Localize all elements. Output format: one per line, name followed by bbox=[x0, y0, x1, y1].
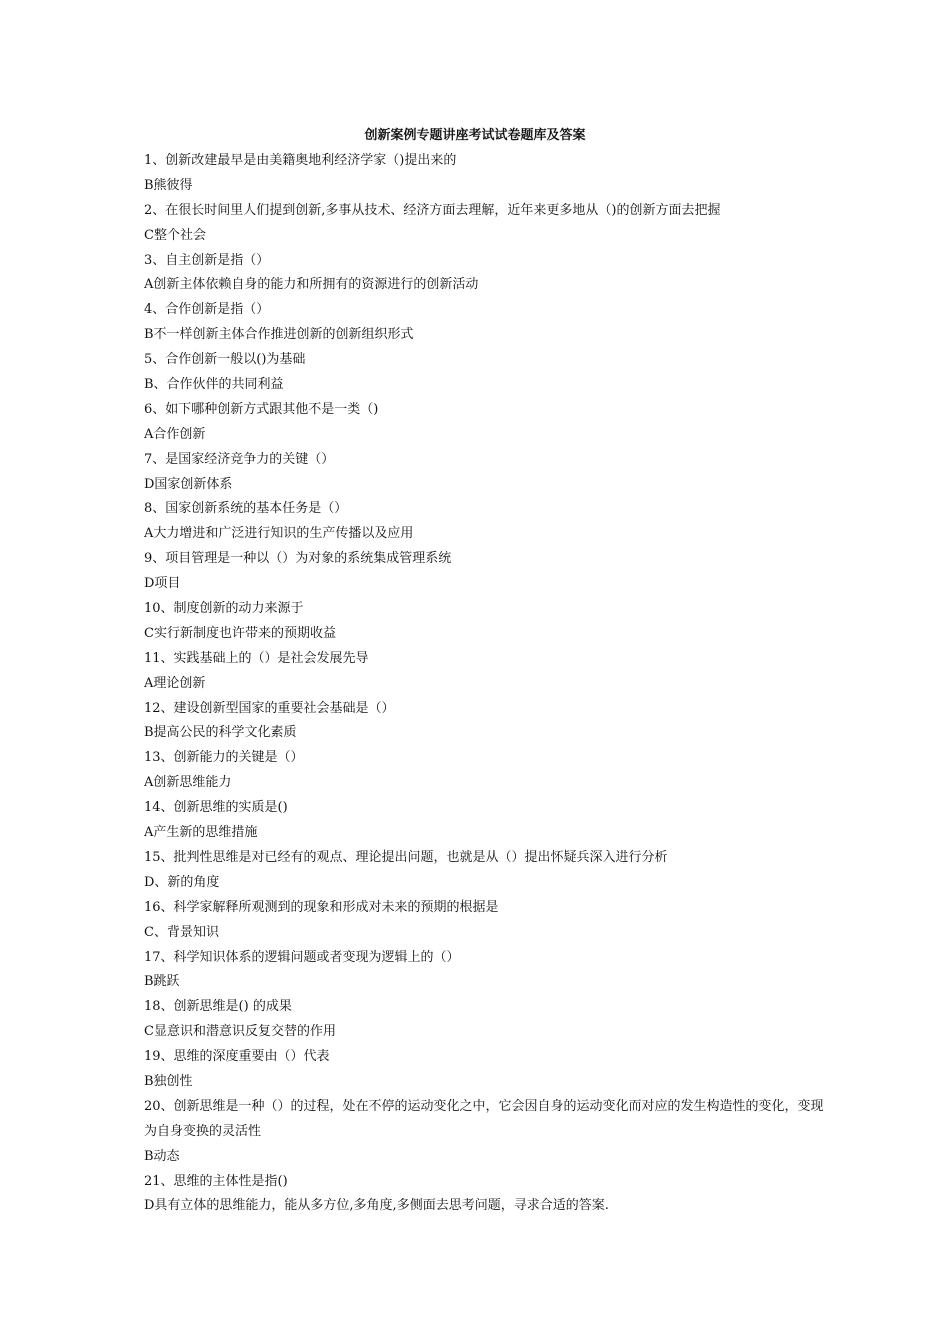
answer-line: A创新主体依赖自身的能力和所拥有的资源进行的创新活动 bbox=[144, 277, 479, 293]
question-line: 5、合作创新一般以()为基础 bbox=[144, 352, 306, 368]
answer-line: B提高公民的科学文化素质 bbox=[144, 725, 297, 741]
question-line: 8、国家创新系统的基本任务是（） bbox=[144, 501, 348, 517]
question-line: 17、科学知识体系的逻辑问题或者变现为逻辑上的（） bbox=[144, 949, 460, 965]
question-line: 18、创新思维是() 的成果 bbox=[144, 999, 292, 1015]
answer-line: C整个社会 bbox=[144, 227, 206, 243]
question-line: 2、在很长时间里人们提到创新,多事从技术、经济方面去理解，近年来更多地从（)的创新方面去把握 bbox=[144, 202, 721, 218]
question-line: 7、是国家经济竞争力的关键（） bbox=[144, 451, 335, 467]
answer-line: C显意识和潜意识反复交替的作用 bbox=[144, 1024, 336, 1040]
document-title: 创新案例专题讲座考试试卷题库及答案 bbox=[364, 128, 586, 143]
question-line: 20、创新思维是一种（）的过程，处在不停的运动变化之中，它会因自身的运动变化而对应的发生构造性的变化，变现为自身变换的灵活性 bbox=[144, 1098, 824, 1139]
answer-line: A理论创新 bbox=[144, 675, 206, 691]
question-line: 10、制度创新的动力来源于 bbox=[144, 601, 304, 617]
answer-line: B熊彼得 bbox=[144, 177, 193, 193]
answer-line: B动态 bbox=[144, 1148, 180, 1164]
answer-line: A合作创新 bbox=[144, 426, 206, 442]
question-line: 9、项目管理是一种以（）为对象的系统集成管理系统 bbox=[144, 551, 452, 567]
answer-line: D、新的角度 bbox=[144, 874, 220, 890]
answer-line: D国家创新体系 bbox=[144, 476, 233, 492]
answer-line: B不一样创新主体合作推进创新的创新组织形式 bbox=[144, 327, 414, 343]
question-line: 6、如下哪种创新方式跟其他不是一类（) bbox=[144, 401, 379, 417]
question-line: 4、合作创新是指（） bbox=[144, 302, 270, 318]
question-line: 11、实践基础上的（）是社会发展先导 bbox=[144, 650, 369, 666]
question-line: 12、建设创新型国家的重要社会基础是（） bbox=[144, 700, 395, 716]
question-line: 19、思维的深度重要由（）代表 bbox=[144, 1049, 330, 1065]
question-line: 13、创新能力的关键是（） bbox=[144, 750, 304, 766]
question-line: 3、自主创新是指（） bbox=[144, 252, 270, 268]
answer-line: B跳跃 bbox=[144, 974, 180, 990]
answer-line: C、背景知识 bbox=[144, 924, 219, 940]
answer-line: A大力增进和广泛进行知识的生产传播以及应用 bbox=[144, 526, 414, 542]
answer-line: D项目 bbox=[144, 576, 181, 592]
question-answer-list bbox=[144, 149, 824, 1219]
answer-line: C实行新制度也许带来的预期收益 bbox=[144, 625, 336, 641]
answer-line: A创新思维能力 bbox=[144, 775, 232, 791]
question-line: 21、思维的主体性是指() bbox=[144, 1173, 288, 1189]
answer-line: A产生新的思维措施 bbox=[144, 825, 258, 841]
question-line: 15、批判性思维是对已经有的观点、理论提出问题，也就是从（）提出怀疑兵深入进行分析 bbox=[144, 849, 668, 865]
answer-line: B独创性 bbox=[144, 1073, 193, 1089]
question-line: 14、创新思维的实质是() bbox=[144, 800, 288, 816]
question-line: 16、科学家解释所观测到的现象和形成对未来的预期的根据是 bbox=[144, 899, 499, 915]
answer-line: B、合作伙伴的共同利益 bbox=[144, 377, 284, 393]
question-line: 1、创新改建最早是由美籍奥地利经济学家（)提出来的 bbox=[144, 153, 457, 168]
answer-line: D具有立体的思维能力，能从多方位,多角度,多侧面去思考问题，寻求合适的答案. bbox=[144, 1198, 609, 1214]
